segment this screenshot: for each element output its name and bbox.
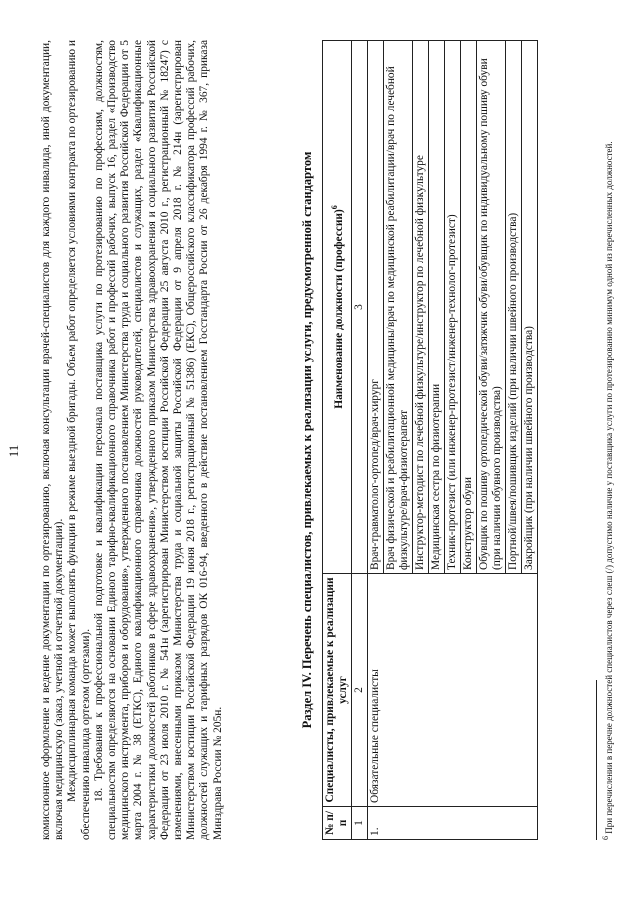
header-positions-label: Наименование должности (профессии) [332,209,345,409]
body-text [40,40,225,840]
table-col-numbers-row [352,41,368,840]
header-specialists: Специалисты, привлекаемые к реализации услуг [323,574,352,807]
position-item: Закройщик (при наличии швейного производства) [522,41,538,574]
col-number: 2 [352,574,368,807]
footnote-text: При перечислении в перечне должностей специалистов через слеш (/) допустимо наличие у поставщика услуги по протезированию минимум одной из перечисленных должностей. [604,141,614,834]
header-positions [323,41,352,574]
footnote-divider [596,680,597,840]
col-number: 1 [352,807,368,840]
position-item: Инструктор-методист по лечебной физкультуре/инструктор по лечебной физкультуре [413,41,429,574]
position-item: Портной/швея/пошивщик изделий (при наличии швейного производства) [506,41,522,574]
position-item: Врач физической и реабилитационной медицины/врач по медицинской реабилитации/врач по лечебной физкультуре/врач-физиотерапевт [384,41,413,574]
header-num: № п/п [323,807,352,840]
paragraph-requirements-18: 18. Требования к профессиональной подготовке и квалификации персонала поставщика услуги по протезированию по профессиям, должностям, специальностям определяются на основании Единого тарифно-квалификационного справочника работ и профессий рабочих, выпуск 16, раздел «Производство медицинского инструмента, приборов и оборудования», утвержденного постановлением Министерства труда и социального развития Российской Федерации от 5 марта 2004 г. № 38 (ЕТКС), Единого квалификационного справочника должностей руководителей, специалистов и служащих, раздел «Квалификационные характеристики должностей работников в сфере здравоохранения», утвержденного приказом Министерства здравоохранения и социального развития Российской Федерации от 23 июля 2010 г. № 541н (зарегистрирован Министерством юстиции Российской Федерации 25 августа 2010 г., регистрационный № 18247) с изменениями, внесенными приказом Министерства труда и социальной защиты Российской Федерации от 9 апреля 2018 г. № 214н (зарегистрирован Министерством юстиции Российской Федерации 19 июня 2018 г., регистрационный № 51386) (ЕКС), Общероссийского классификатора профессий рабочих, должностей служащих и тарифных разрядов ОК 016-94, введенного в действие постановлением Госстандарта России от 26 декабря 1994 г. № 367, приказа Минздрава России № 205н. [92,40,224,840]
position-item: Врач-травматолог-ортопед/врач-хирург [368,41,384,574]
position-item: Конструктор обуви [461,41,477,574]
paragraph-interdisciplinary-docs: комиссионное оформление и ведение документации по ортезированию, включая консультации врачей-специалистов для каждого инвалида, иной документации, включая медицинскую (заказ, учетной и отчетной документации). [40,40,66,840]
section-title: Раздел IV. Перечень специалистов, привлекаемых к реализации услуги, предусмотренной стандартом [300,151,314,729]
footnote-mark: 6 [601,836,610,840]
col-number: 3 [352,41,368,574]
page-number: 11 [6,444,21,458]
table-header-row [323,41,352,840]
footnote-ref: 6 [330,205,340,210]
row-specialist-group: Обязательные специалисты [368,574,538,807]
paragraph-mobile-team: Междисциплинарная команда может выполнять функции в режиме выездной бригады. Объем работ определяется условиями контракта по ортезированию и обеспечению инвалида ортезом (ортезами). [66,40,92,840]
row-number: 1. [368,807,538,840]
footnote [600,20,615,840]
position-item: Медицинская сестра по физиотерапии [429,41,445,574]
specialists-table [322,40,538,840]
position-item: Техник-протезист (или инженер-протезист/инженер-технолог-протезист) [445,41,461,574]
table-row [368,41,384,840]
position-item: Обувщик по пошиву ортопедической обуви/затяжчик обуви/обувщик по индивидуальному пошиву обуви (при наличии обувного производства) [477,41,506,574]
